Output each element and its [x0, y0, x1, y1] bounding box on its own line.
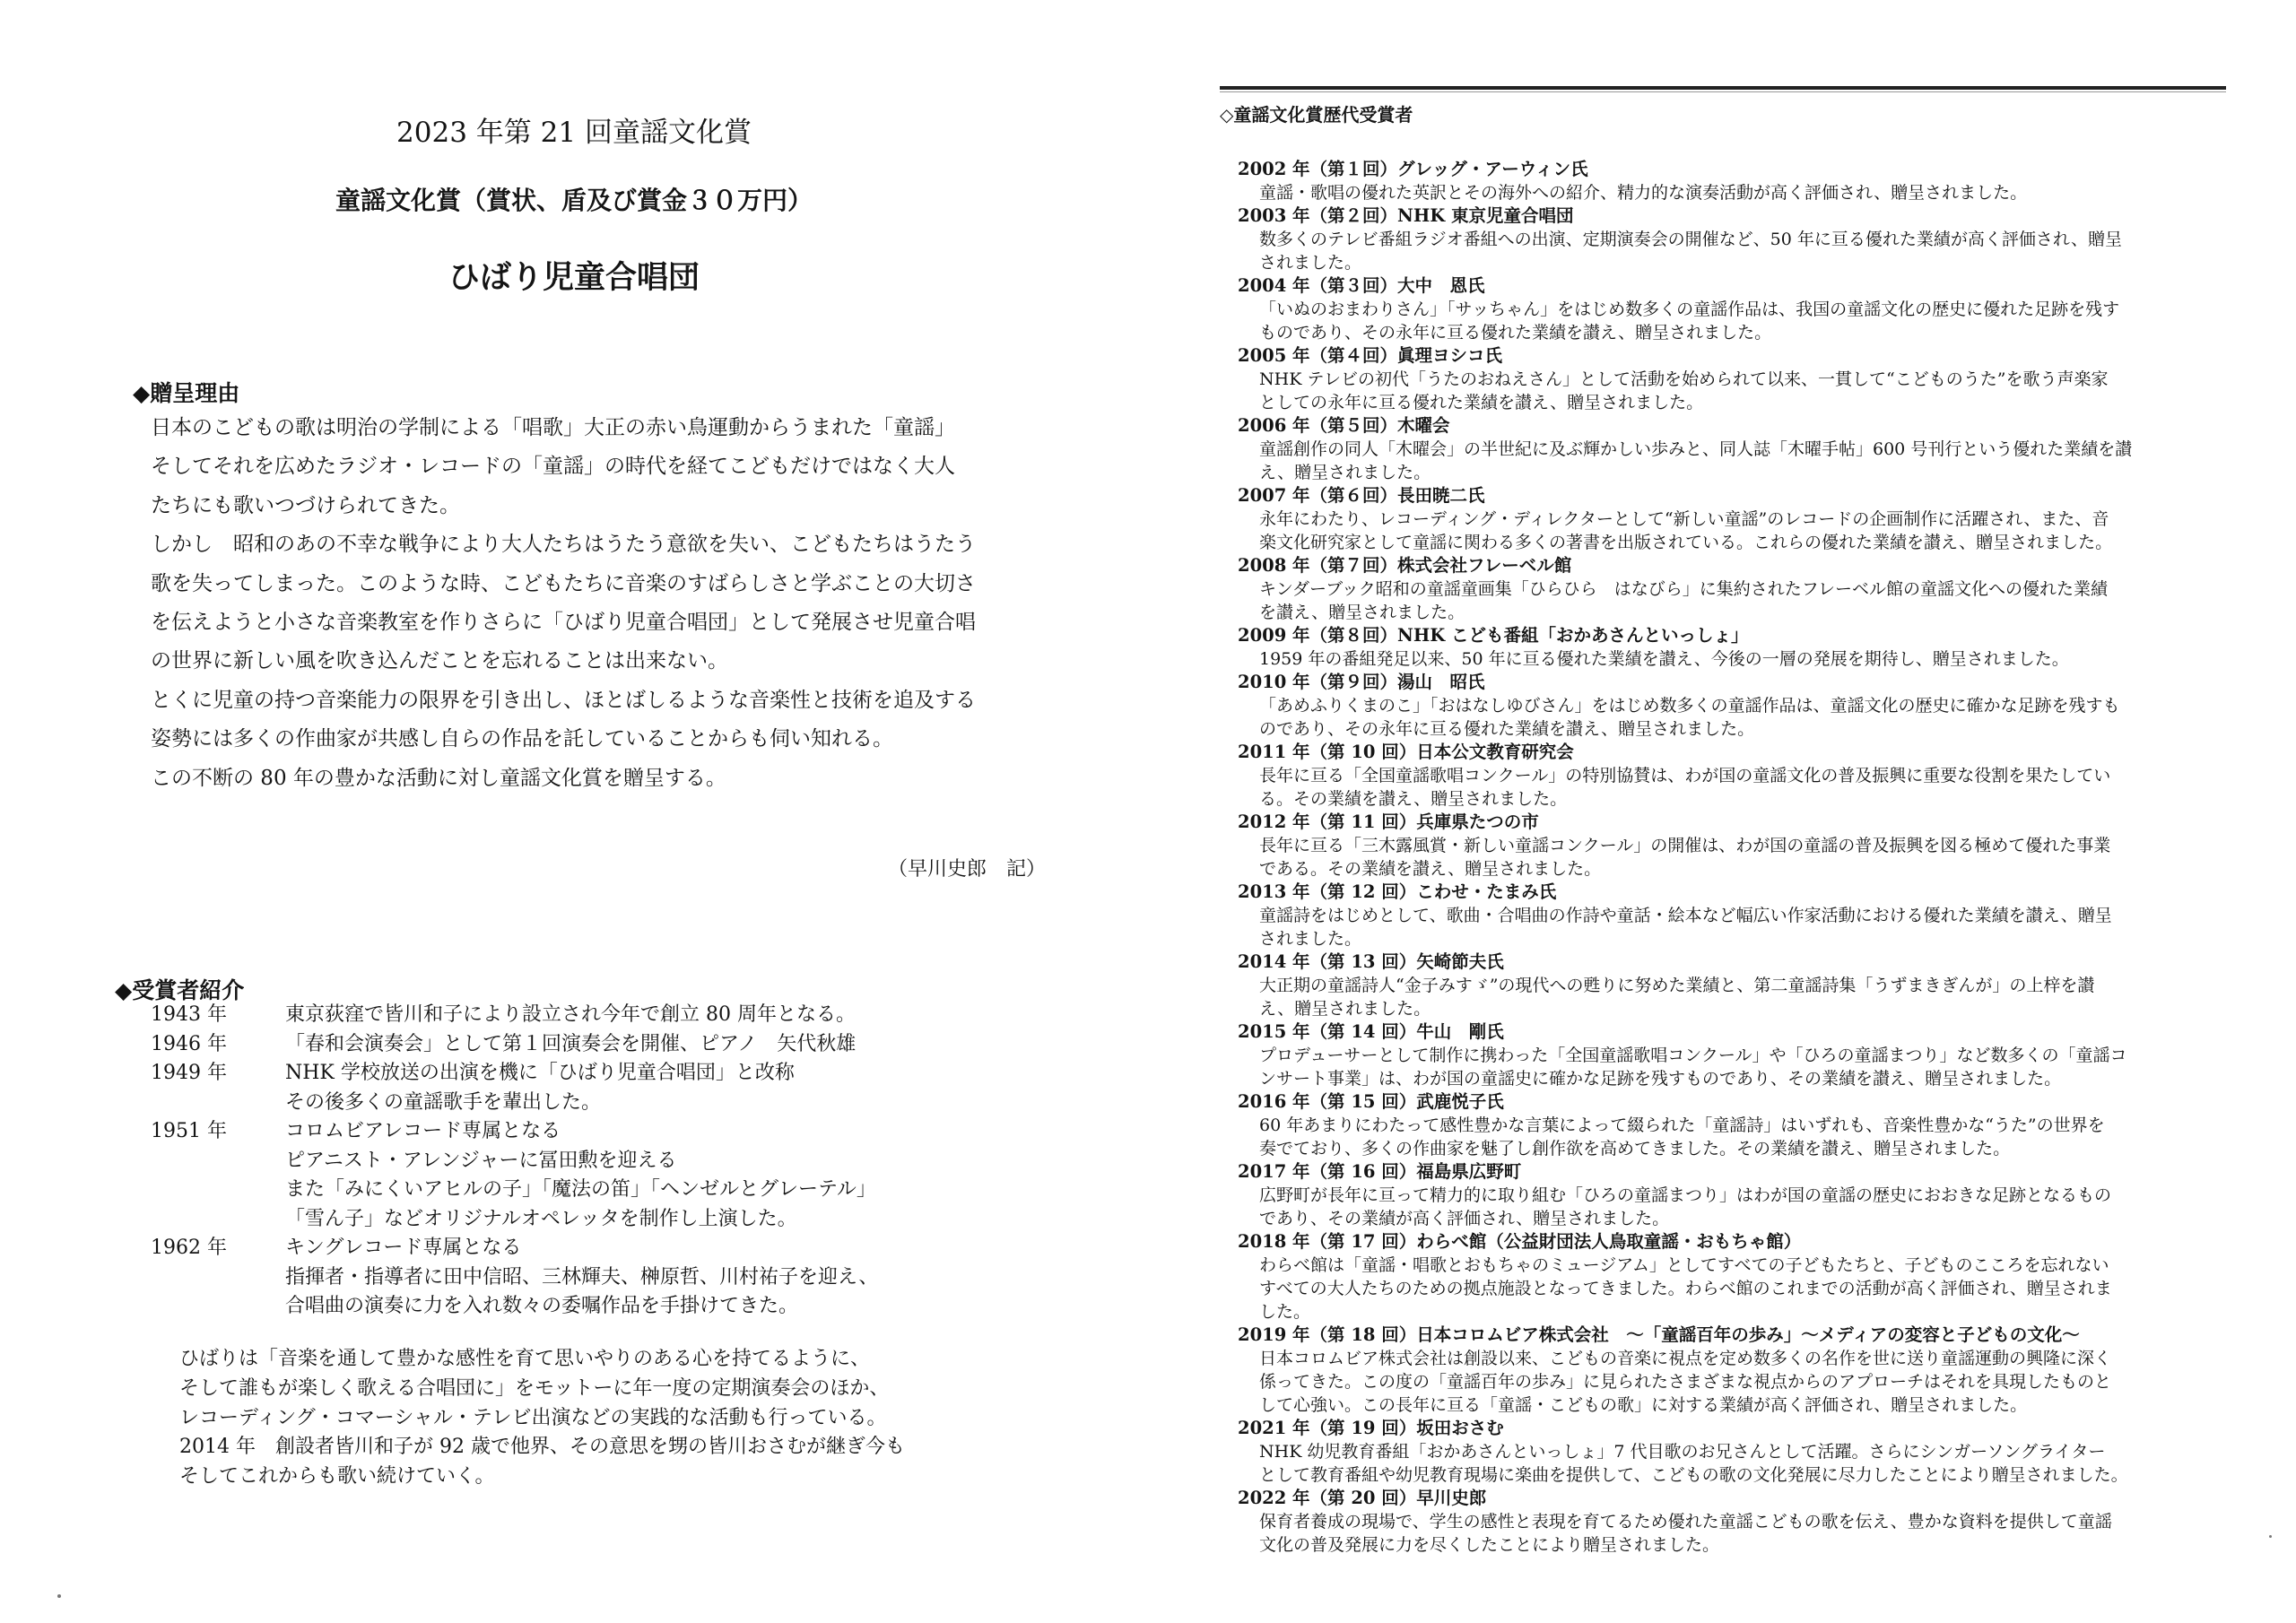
award-year-recipient: 2008 年（第７回）株式会社フレーベル館 [1238, 555, 1572, 576]
award-year-recipient: 2016 年（第 15 回）武鹿悦子氏 [1238, 1091, 1504, 1112]
award-entry [1238, 741, 2233, 811]
award-year-recipient: 2003 年（第２回）NHK 東京児童合唱団 [1238, 205, 1574, 226]
reason-text [151, 409, 1048, 798]
history-year: 1946 年 [151, 1032, 227, 1055]
history-line: NHK 学校放送の出演を機に「ひばり児童合唱団」と改称 [285, 1062, 795, 1084]
award-entry [1238, 1417, 2233, 1487]
reason-line: の世界に新しい風を吹き込んだことを忘れることは出来ない。 [151, 649, 728, 673]
history-year: 1951 年 [151, 1120, 227, 1142]
award-description-line: 係ってきた。この度の「童謡百年の歩み」に見られたさまざまな視点からのアプローチはそれを具現したものと [1259, 1372, 2112, 1392]
history-line: コロムビアレコード専属となる [285, 1120, 561, 1142]
award-description-line: 永年にわたり、レコーディング・ディレクターとして“新しい童謡”のレコードの企画制作に活躍され、また、音 [1259, 509, 2109, 529]
award-year-recipient: 2007 年（第６回）長田暁二氏 [1238, 485, 1485, 506]
history-year: 1943 年 [151, 1003, 227, 1026]
award-entry [1238, 554, 2233, 624]
scan-mark [2269, 1535, 2272, 1538]
award-description-line: え、贈呈されました。 [1259, 463, 1431, 482]
award-description-line: 長年に亘る「三木露風賞・新しい童謡コンクール」の開催は、わが国の童謡の普及振興を図る極めて優れた事業 [1259, 836, 2111, 855]
award-description-line: 60 年あまりにわたって感性豊かな言葉によって綴られた「童謡詩」はいずれも、音楽性豊かな“うた”の世界を [1259, 1115, 2105, 1135]
award-description-line: した。 [1259, 1302, 1311, 1322]
award-description-line: 奏でており、多くの作曲家を魅了し創作欲を高めてきました。その業績を讃え、贈呈されました。 [1259, 1139, 2011, 1159]
award-entry [1238, 274, 2233, 344]
award-description-line: を讃え、贈呈されました。 [1259, 603, 1465, 622]
award-description-line: 「いぬのおまわりさん」「サッちゃん」をはじめ数多くの童謡作品は、我国の童謡文化の歴史に優れた足跡を残す [1259, 299, 2120, 319]
history-line: その後多くの童謡歌手を輩出した。 [285, 1090, 602, 1114]
award-entry [1238, 1487, 2233, 1557]
reason-line: 歌を失ってしまった。このような時、こどもたちに音楽のすばらしさと学ぶことの大切さ [151, 571, 976, 595]
award-description-line: NHK テレビの初代「うたのおねえさん」として活動を始められて以来、一貫して“こどものうた”を歌う声楽家 [1259, 369, 2109, 389]
reason-line: この不断の 80 年の豊かな活動に対し童謡文化賞を贈呈する。 [151, 766, 726, 790]
award-year-recipient: 2022 年（第 20 回）早川史郎 [1238, 1488, 1487, 1508]
history-entry [151, 1001, 958, 1030]
closing-text [179, 1345, 987, 1492]
closing-line: そしてこれからも歌い続けていく。 [179, 1465, 495, 1488]
history-line: 東京荻窪で皆川和子により設立され今年で創立 80 周年となる。 [285, 1003, 856, 1026]
award-year-recipient: 2002 年（第１回）グレッグ・アーウィン氏 [1238, 159, 1588, 179]
award-description-line: え、贈呈されました。 [1259, 999, 1431, 1019]
history-entry [151, 1117, 958, 1234]
award-entry [1238, 1020, 2233, 1090]
award-description-line: されました。 [1259, 253, 1362, 273]
award-entry [1238, 484, 2233, 554]
award-year-recipient: 2014 年（第 13 回）矢崎節夫氏 [1238, 951, 1504, 972]
award-entry [1238, 811, 2233, 881]
award-entry [1238, 1160, 2233, 1230]
award-description-line: 長年に亘る「全国童謡歌唱コンクール」の特別協賛は、わが国の童謡文化の普及振興に重要な役割を果たしてい [1259, 766, 2111, 785]
award-year-recipient: 2004 年（第３回）大中 恩氏 [1238, 275, 1485, 296]
history-line: 合唱曲の演奏に力を入れ数々の委嘱作品を手掛けてきた。 [285, 1295, 799, 1317]
award-description-line: 保育者養成の現場で、学生の感性と表現を育てるため優れた童謡こどもの歌を伝え、豊かな資料を提供して童謡 [1259, 1512, 2112, 1532]
award-description-line: であり、その業績が高く評価され、贈呈されました。 [1259, 1209, 1670, 1228]
award-description-line: すべての大人たちのための拠点施設となってきました。わらべ館のこれまでの活動が高く評価され、贈呈されま [1259, 1279, 2112, 1298]
reason-line: を伝えようと小さな音楽教室を作りさらに「ひばり児童合唱団」として発展させ児童合唱 [151, 610, 976, 634]
award-year-recipient: 2010 年（第９回）湯山 昭氏 [1238, 672, 1485, 692]
award-description-line: として教育番組や幼児教育現場に楽曲を提供して、こどもの歌の文化発展に尽力したことにより贈呈されました。 [1259, 1465, 2128, 1485]
award-description-line: ものであり、その永年に亘る優れた業績を讃え、贈呈されました。 [1259, 323, 1772, 343]
award-description-line: されました。 [1259, 929, 1362, 949]
closing-line: 2014 年 創設者皆川和子が 92 歳で他界、その意思を甥の皆川おさむが継ぎ今も [179, 1436, 905, 1459]
award-description-line: る。その業績を讃え、贈呈されました。 [1259, 789, 1568, 809]
history-entry [151, 1059, 958, 1117]
award-description-line: して心強い。この長年に亘る「童謡・こどもの歌」に対する業績が高く評価され、贈呈されました。 [1259, 1395, 2028, 1415]
award-year-recipient: 2019 年（第 18 回）日本コロムビア株式会社 ～「童謡百年の歩み」～メディアの変容と子どもの文化～ [1238, 1324, 2080, 1345]
reason-line: そしてそれを広めたラジオ・レコードの「童謡」の時代を経てこどもだけではなく大人 [151, 455, 955, 479]
award-description-line: としての永年に亘る優れた業績を讃え、贈呈されました。 [1259, 393, 1704, 412]
history-line: また「みにくいアヒルの子」「魔法の笛」「ヘンゼルとグレーテル」 [285, 1178, 876, 1201]
recipient-name: ひばり児童合唱団 [448, 259, 700, 296]
right-page [1202, 0, 2296, 1623]
past-winners-heading: ◇童謡文化賞歴代受賞者 [1220, 104, 1413, 126]
award-year-recipient: 2011 年（第 10 回）日本公文教育研究会 [1238, 742, 1574, 762]
award-entry [1238, 414, 2233, 484]
award-description-line: のであり、その永年に亘る優れた業績を讃え、贈呈されました。 [1259, 719, 1755, 739]
award-year-recipient: 2009 年（第８回）NHK こども番組「おかあさんといっしょ」 [1238, 625, 1749, 646]
history-line: ピアニスト・アレンジャーに冨田勲を迎える [285, 1149, 677, 1172]
award-entry [1238, 671, 2233, 741]
award-subtitle: 童謡文化賞（賞状、盾及び賞金３０万円） [335, 186, 813, 215]
closing-line: レコーディング・コマーシャル・テレビ出演などの実践的な活動も行っている。 [179, 1406, 887, 1429]
history-year: 1962 年 [151, 1237, 227, 1259]
award-entry [1238, 1090, 2233, 1160]
award-description-line: 日本コロムビア株式会社は創設以来、こどもの音楽に視点を定め数多くの名作を世に送り童謡運動の興隆に深く [1259, 1349, 2112, 1368]
award-description-line: 文化の普及発展に力を尽くしたことにより贈呈されました。 [1259, 1535, 1720, 1555]
past-winners-list [1238, 158, 2233, 1557]
award-entry [1238, 344, 2233, 414]
award-description-line: プロデューサーとして制作に携わった「全国童謡歌唱コンクール」や「ひろの童謡まつり」など数多くの「童謡コ [1259, 1046, 2127, 1065]
award-entry [1238, 158, 2233, 204]
award-description-line: である。その業績を讃え、贈呈されました。 [1259, 859, 1602, 879]
author-signature: （早川史郎 記） [888, 858, 1047, 881]
history-list [151, 1001, 958, 1322]
scan-mark [57, 1594, 61, 1598]
award-description-line: 童謡創作の同人「木曜会」の半世紀に及ぶ輝かしい歩みと、同人誌「木曜手帖」600 号刊行という優れた業績を讃 [1259, 439, 2133, 459]
award-description-line: 楽文化研究家として童謡に関わる多くの著書を出版されている。これらの優れた業績を讃え、贈呈されました。 [1259, 533, 2113, 552]
award-entry [1238, 1324, 2233, 1417]
award-entry [1238, 1230, 2233, 1324]
history-line: 「雪ん子」などオリジナルオペレッタを制作し上演した。 [285, 1207, 797, 1230]
reason-line: しかし 昭和のあの不幸な戦争により大人たちはうたう意欲を失い、こどもたちはうたう [151, 533, 976, 557]
award-description-line: わらべ館は「童謡・唱歌とおもちゃのミュージアム」としてすべての子どもたちと、子どものこころを忘れない [1259, 1255, 2109, 1275]
award-description-line: 1959 年の番組発足以来、50 年に亘る優れた業績を讃え、今後の一層の発展を期待し、贈呈されました。 [1259, 649, 2069, 669]
history-entry [151, 1030, 958, 1060]
history-line: キングレコード専属となる [285, 1237, 522, 1259]
top-rule [1220, 86, 2226, 90]
reason-line: とくに児童の持つ音楽能力の限界を引き出し、ほとばしるような音楽性と技術を追及する [151, 688, 976, 712]
award-year-recipient: 2012 年（第 11 回）兵庫県たつの市 [1238, 812, 1539, 832]
award-year-recipient: 2013 年（第 12 回）こわせ・たまみ氏 [1238, 881, 1557, 902]
history-line: 「春和会演奏会」として第１回演奏会を開催、ピアノ 矢代秋雄 [285, 1032, 857, 1055]
award-description-line: 大正期の童謡詩人“金子みすゞ”の現代への甦りに努めた業績と、第二童謡詩集「うずまきぎんが」の上梓を讃 [1259, 976, 2095, 995]
reason-line: 日本のこどもの歌は明治の学制による「唱歌」大正の赤い鳥運動からうまれた「童謡」 [151, 416, 955, 439]
reason-line: 姿勢には多くの作曲家が共感し自らの作品を託していることからも伺い知れる。 [151, 727, 893, 751]
award-entry [1238, 881, 2233, 950]
award-description-line: 「あめふりくまのこ」「おはなしゆびさん」をはじめ数多くの童謡作品は、童謡文化の歴史に確かな足跡を残すも [1259, 696, 2120, 716]
award-year-recipient: 2018 年（第 17 回）わらべ館（公益財団法人鳥取童謡・おもちゃ館） [1238, 1231, 1802, 1252]
reason-heading: ◆贈呈理由 [133, 380, 240, 406]
award-year-recipient: 2021 年（第 19 回）坂田おさむ [1238, 1418, 1504, 1438]
award-entry [1238, 624, 2233, 671]
award-description-line: 童謡・歌唱の優れた英訳とその海外への紹介、精力的な演奏活動が高く評価され、贈呈されました。 [1259, 183, 2028, 203]
reason-line: たちにも歌いつづけられてきた。 [151, 493, 460, 517]
award-title: 2023 年第 21 回童謡文化賞 [396, 117, 752, 149]
history-entry [151, 1234, 958, 1322]
history-line: 指揮者・指導者に田中信昭、三林輝夫、榊原哲、川村祐子を迎え、 [285, 1265, 879, 1289]
award-year-recipient: 2015 年（第 14 回）牛山 剛氏 [1238, 1021, 1504, 1042]
history-year: 1949 年 [151, 1062, 227, 1084]
top-rule-thin [1220, 91, 2226, 92]
award-entry [1238, 950, 2233, 1020]
award-year-recipient: 2017 年（第 16 回）福島県広野町 [1238, 1161, 1522, 1182]
award-year-recipient: 2005 年（第４回）眞理ヨシコ氏 [1238, 345, 1503, 366]
award-description-line: キンダーブック昭和の童謡童画集「ひらひら はなびら」に集約されたフレーベル館の童謡文化への優れた業績 [1259, 579, 2109, 599]
award-description-line: 数多くのテレビ番組ラジオ番組への出演、定期演奏会の開催など、50 年に亘る優れた業績が高く評価され、贈呈 [1259, 230, 2122, 249]
award-description-line: ンサート事業」は、わが国の童謡史に確かな足跡を残すものであり、その業績を讃え、贈呈されました。 [1259, 1069, 2062, 1089]
award-description-line: NHK 幼児教育番組「おかあさんといっしょ」7 代目歌のお兄さんとして活躍。さらにシンガーソングライター [1259, 1442, 2106, 1462]
closing-line: ひばりは「音楽を通して豊かな感性を育て思いやりのある心を持てるように、 [179, 1348, 871, 1370]
intro-heading: ◆受賞者紹介 [115, 977, 245, 1003]
closing-line: そして誰もが楽しく歌える合唱団に」をモットーに年一度の定期演奏会のほか、 [179, 1376, 890, 1400]
award-year-recipient: 2006 年（第５回）木曜会 [1238, 415, 1450, 436]
award-entry [1238, 204, 2233, 274]
award-description-line: 童謡詩をはじめとして、歌曲・合唱曲の作詩や童話・絵本など幅広い作家活動における優れた業績を讃え、贈呈 [1259, 906, 2112, 925]
award-description-line: 広野町が長年に亘って精力的に取り組む「ひろの童謡まつり」はわが国の童謡の歴史におおきな足跡となるもの [1259, 1185, 2112, 1205]
